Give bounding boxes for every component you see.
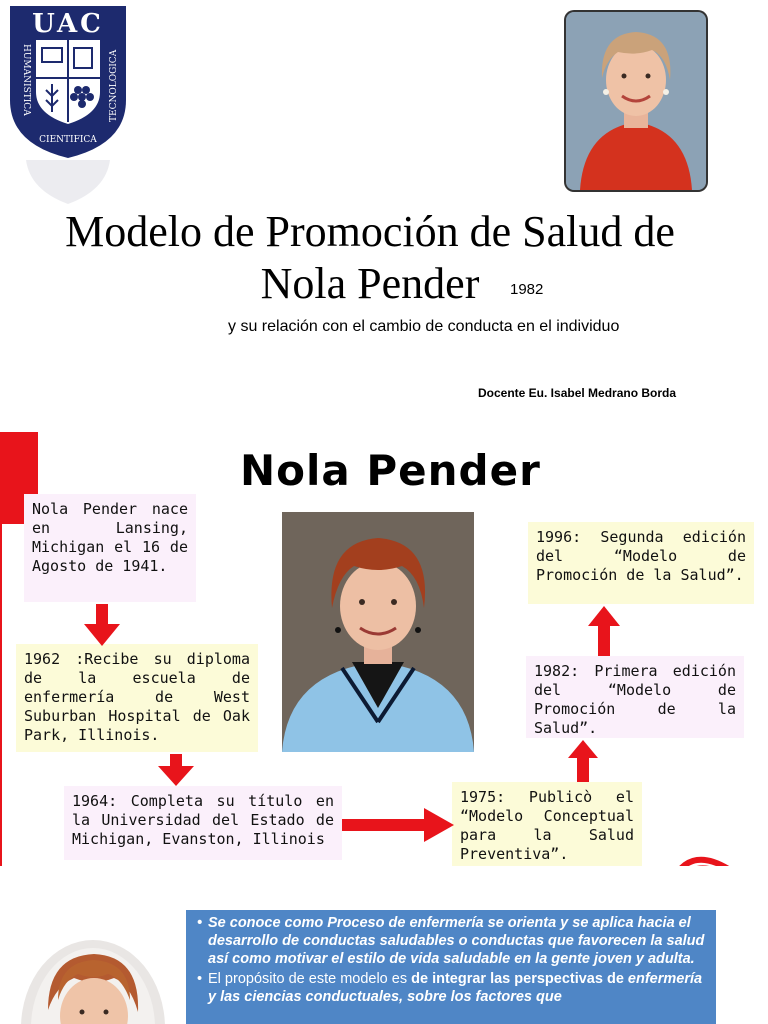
slide-subtitle: y su relación con el cambio de conducta en el individuo xyxy=(228,318,620,335)
red-swoosh-icon xyxy=(672,850,732,866)
title-line-1: Modelo de Promoción de Salud de xyxy=(65,207,675,256)
timeline-birth: Nola Pender nace en Lansing, Michigan el 16 de Agosto de 1941. xyxy=(24,494,196,602)
timeline-heading: Nola Pender xyxy=(240,446,541,495)
description-slide xyxy=(0,866,768,1024)
bullet-1: • Se conoce como Proceso de enfermería se orienta y se aplica hacia el desarrollo de conductas saludables o conductas que favorecen la salud así como motivar el estilo de vida saludable en la gente joven y adulta. xyxy=(208,914,706,968)
arrow-up-icon xyxy=(568,740,598,782)
nola-pender-photo xyxy=(282,512,474,752)
logo-acronym: UAC xyxy=(32,9,104,39)
slide-title xyxy=(20,206,720,310)
bullet-2-continued: enfermería y las ciencias conductuales, sobre los factores que xyxy=(208,971,703,1005)
timeline-1982: 1982: Primera edición del “Modelo de Promoción de la Salud”. xyxy=(526,656,744,738)
title-line-2: Nola Pender xyxy=(260,259,480,308)
logo-motto-right: TECNOLOGICA xyxy=(109,49,119,122)
timeline-1975: 1975: Publicò el “Modelo Conceptual para la Salud Preventiva”. xyxy=(452,782,642,866)
description-box xyxy=(186,910,716,1024)
bullet-2-bold: de integrar las perspectivas de xyxy=(411,971,624,987)
timeline-1962: 1962 :Recibe su diploma de la escuela de enfermería de West Suburban Hospital de Oak Park, Illinois. xyxy=(16,644,258,752)
logo-reflection xyxy=(6,160,130,206)
description-list xyxy=(196,914,706,1006)
bullet-2 xyxy=(208,970,706,1006)
logo-motto-left: HUMANISTICA xyxy=(21,44,31,116)
timeline-1996: 1996: Segunda edición del “Modelo de Promoción de la Salud”. xyxy=(528,522,754,604)
arrow-up-icon xyxy=(588,606,620,656)
timeline-slide xyxy=(0,432,768,866)
bullet-2-plain: El propósito de este modelo es xyxy=(208,971,412,987)
arrow-right-icon xyxy=(342,808,454,842)
nola-pender-portrait xyxy=(566,12,706,190)
title-slide xyxy=(0,0,768,432)
teacher-credit: Docente Eu. Isabel Medrano Borda xyxy=(478,386,677,400)
logo-motto-bottom: CIENTIFICA xyxy=(39,135,97,145)
arrow-down-icon xyxy=(158,754,194,786)
timeline-1964: 1964: Completa su título en la Universidad del Estado de Michigan, Evanston, Illinois xyxy=(64,786,342,860)
year-label: 1982 xyxy=(510,281,544,298)
nola-pender-framed-photo xyxy=(18,938,168,1024)
university-logo xyxy=(6,4,130,160)
arrow-down-icon xyxy=(84,604,120,646)
